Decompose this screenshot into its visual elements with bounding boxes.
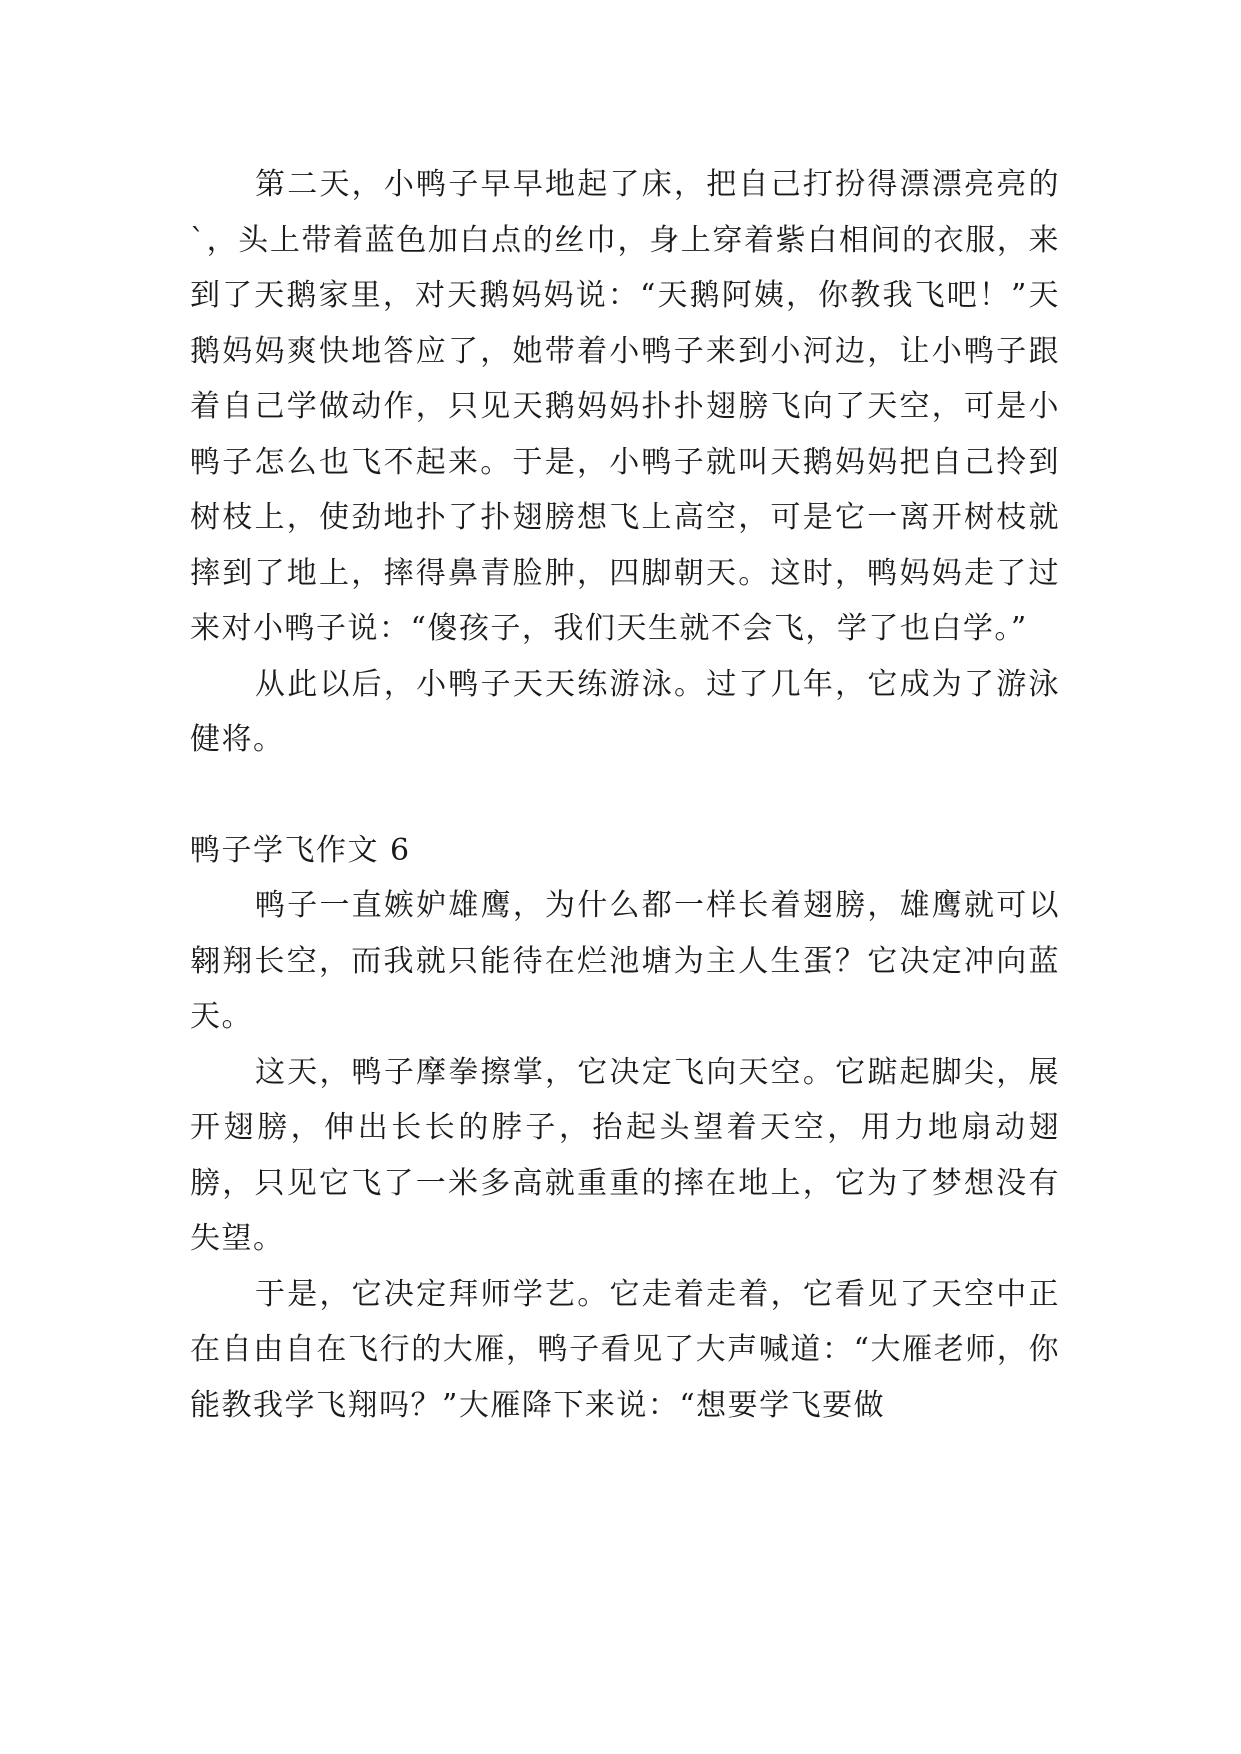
paragraph: 于是，它决定拜师学艺。它走着走着，它看见了天空中正在自由自在飞行的大雁，鸭子看见了大声喊道：“大雁老师，你能教我学飞翔吗？”大雁降下来说：“想要学飞要做	[190, 1276, 1060, 1423]
paragraph: 鸭子一直嫉妒雄鹰，为什么都一样长着翅膀，雄鹰就可以翱翔长空，而我就只能待在烂池塘为主人生蛋？它决定冲向蓝天。	[190, 888, 1060, 1034]
document-page	[190, 157, 1060, 1433]
section-heading: 鸭子学飞作文 6	[190, 832, 411, 868]
paragraph: 这天，鸭子摩拳擦掌，它决定飞向天空。它踮起脚尖，展开翅膀，伸出长长的脖子，抬起头望着天空，用力地扇动翅膀，只见它飞了一米多高就重重的摔在地上，它为了梦想没有失望。	[190, 1054, 1060, 1256]
paragraph: 从此以后，小鸭子天天练游泳。过了几年，它成为了游泳健将。	[190, 666, 1060, 757]
paragraph: 第二天，小鸭子早早地起了床，把自己打扮得漂漂亮亮的`，头上带着蓝色加白点的丝巾，身上穿着紫白相间的衣服，来到了天鹅家里，对天鹅妈妈说：“天鹅阿姨，你教我飞吧！”天鹅妈妈爽快地答应了，她带着小鸭子来到小河边，让小鸭子跟着自己学做动作，只见天鹅妈妈扑扑翅膀飞向了天空，可是小鸭子怎么也飞不起来。于是，小鸭子就叫天鹅妈妈把自己拎到树枝上，使劲地扑了扑翅膀想飞上高空，可是它一离开树枝就摔到了地上，摔得鼻青脸肿，四脚朝天。这时，鸭妈妈走了过来对小鸭子说：“傻孩子，我们天生就不会飞，学了也白学。”	[190, 167, 1060, 646]
